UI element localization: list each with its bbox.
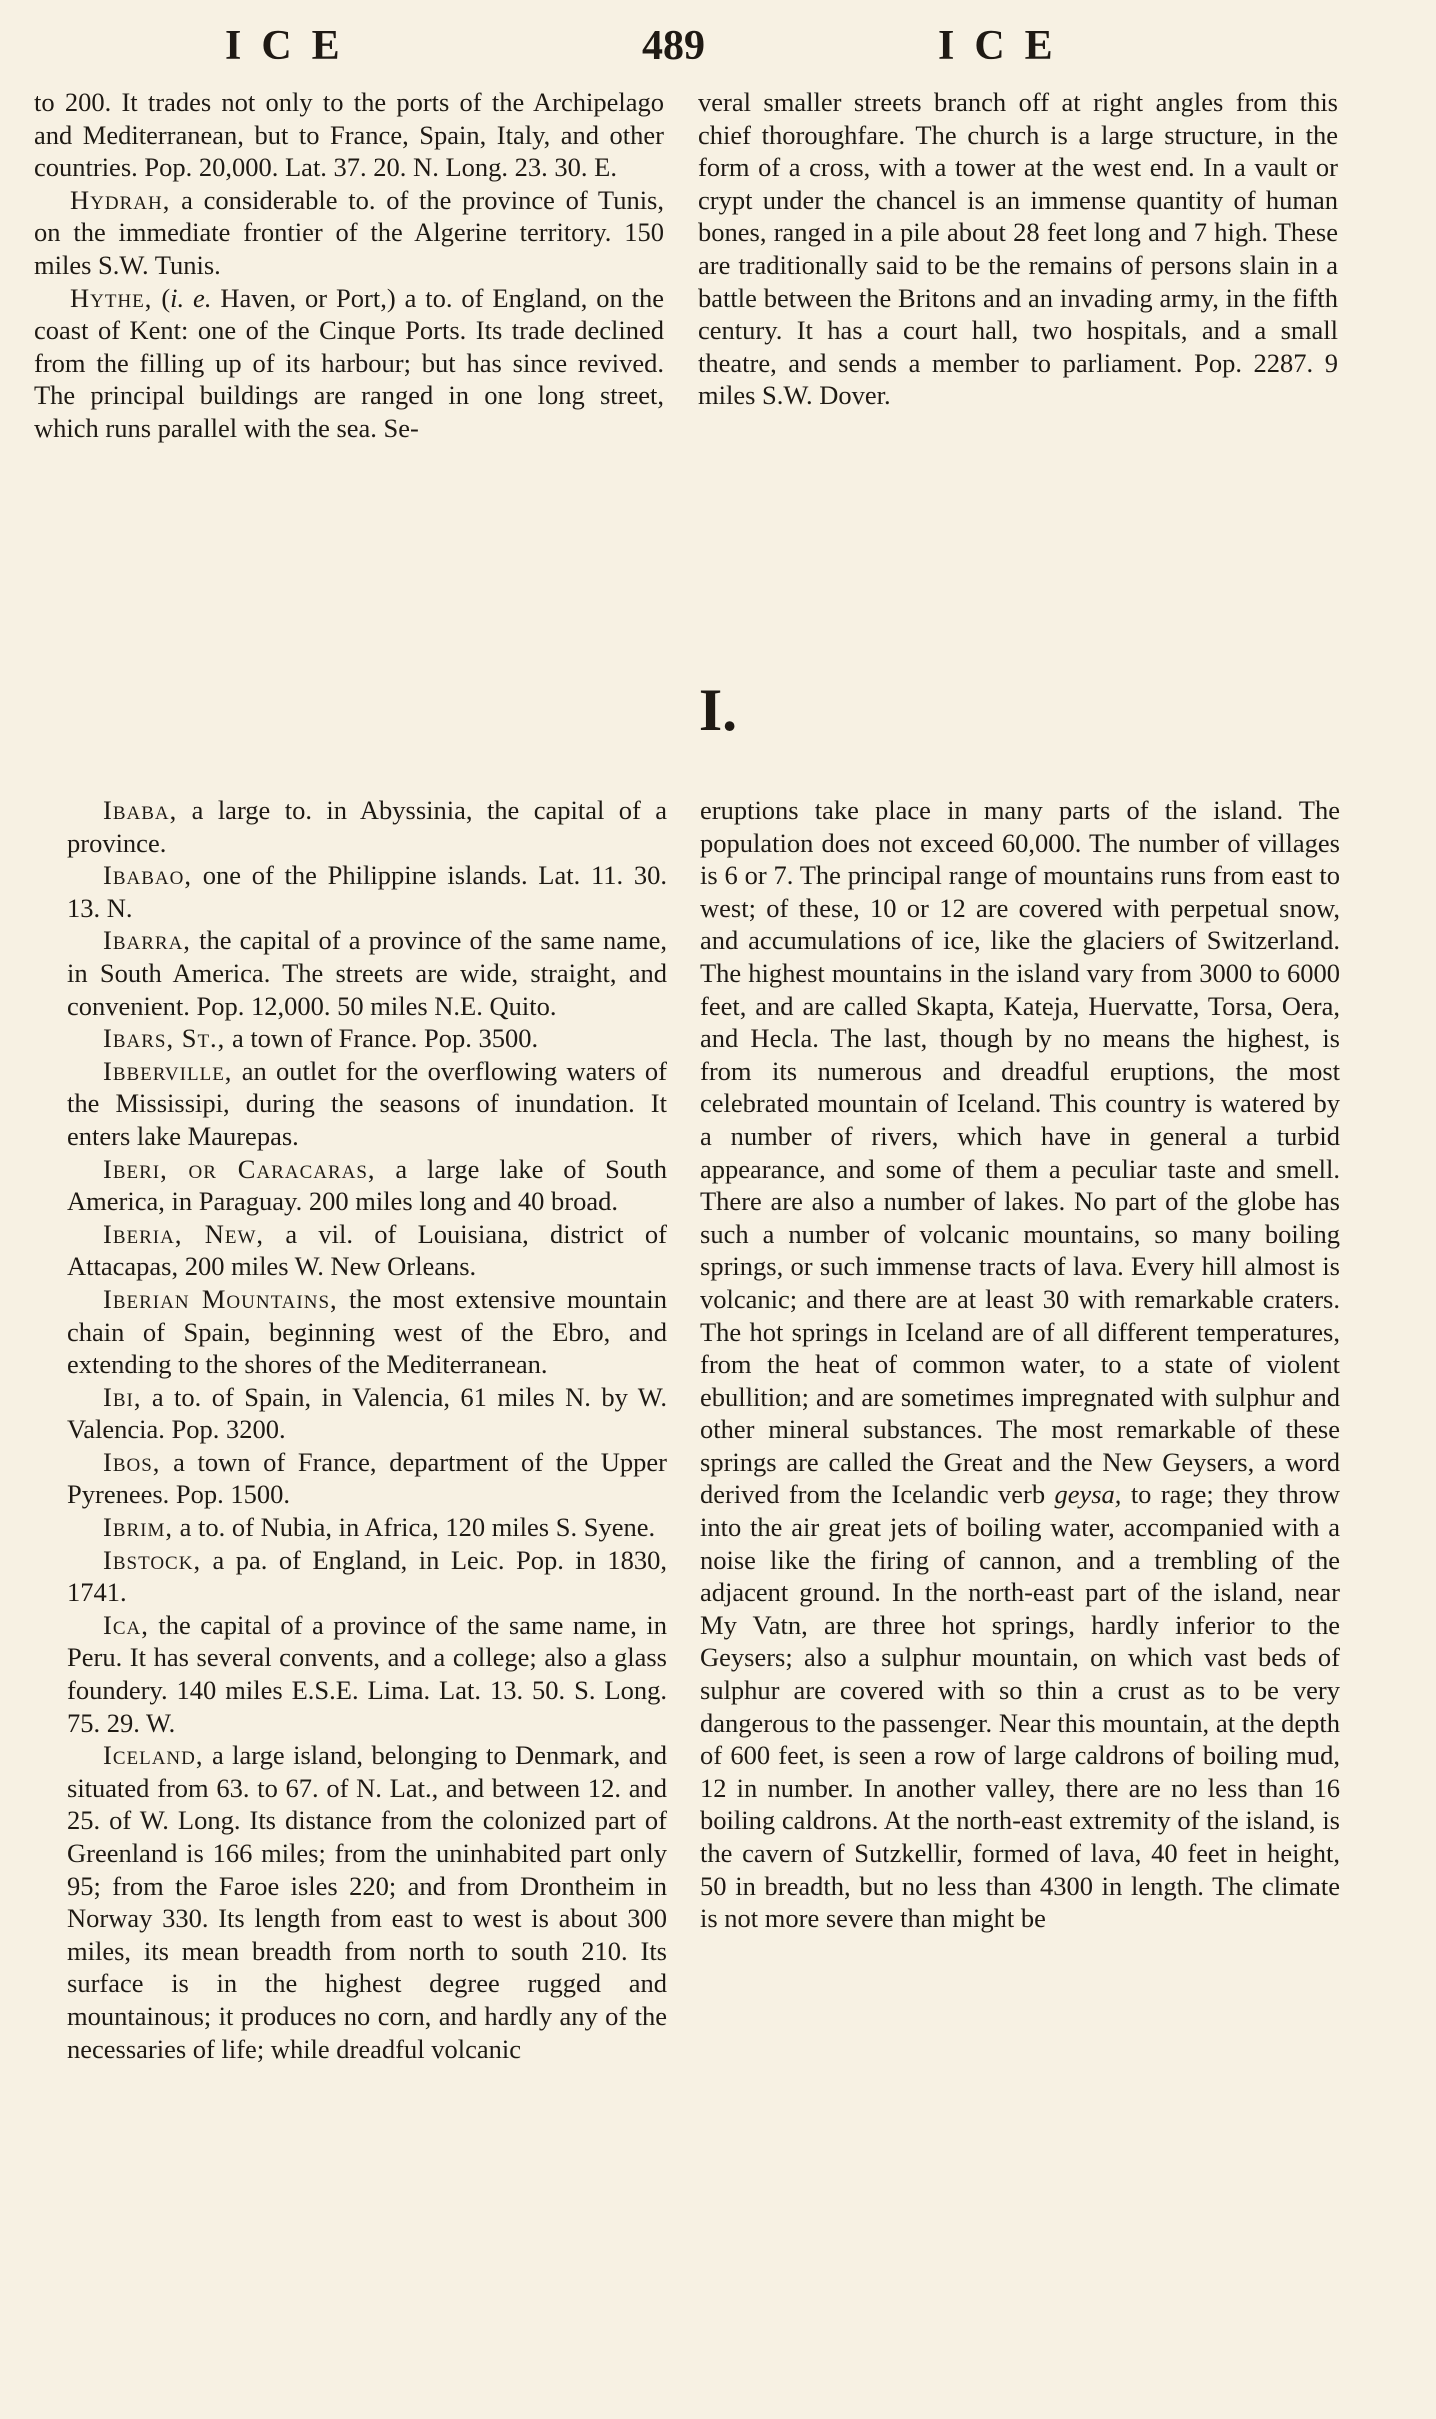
entry-iberi: Iberi, or Caracaras, a large lake of South America, in Paraguay. 200 miles long and 40 broad. (67, 1153, 667, 1217)
entry-headword: Ibi, (103, 1381, 142, 1412)
entry-ibstock: Ibstock, a pa. of England, in Leic. Pop. in 1830, 1741. (67, 1544, 667, 1608)
entry-headword: Hydrah, (70, 184, 171, 215)
page-number: 489 (642, 23, 705, 69)
entry-headword: Ibos, (103, 1446, 161, 1477)
entry-headword: Ibrim, (103, 1512, 174, 1543)
entry-headword: Iberian Mountains, (103, 1283, 338, 1314)
entry-iberian-mountains: Iberian Mountains, the most extensive mountain chain of Spain, beginning west of the Ebro, and extending to the shores of the Mediterranean. (67, 1283, 667, 1380)
entry-ibberville: Ibberville, an outlet for the overflowing waters of the Mississipi, during the seasons of inundation. It enters lake Maurepas. (67, 1055, 667, 1151)
bottom-left-column (67, 794, 667, 2065)
entry-ibaba: Ibaba, a large to. in Abyssinia, the capital of a province. (67, 795, 667, 858)
entry-headword: Ibaba, (103, 795, 178, 825)
entry-iberia: Iberia, New, a vil. of Louisiana, district of Attacapas, 200 miles W. New Orleans. (67, 1218, 667, 1282)
running-header (0, 22, 1436, 68)
entry-hydrah: Hydrah, a considerable to. of the province of Tunis, on the immediate frontier of the Algerine territory. 150 miles S.W. Tunis. (34, 184, 664, 280)
entry-ibi: Ibi, a to. of Spain, in Valencia, 61 miles N. by W. Valencia. Pop. 3200. (67, 1381, 667, 1445)
entry-headword: Iberia, New, (103, 1218, 265, 1249)
entry-ibos: Ibos, a town of France, department of the Upper Pyrenees. Pop. 1500. (67, 1446, 667, 1510)
entry-headword: Ibberville, (103, 1055, 233, 1086)
entry-ibabao: Ibabao, one of the Philippine islands. Lat. 11. 30. 13. N. (67, 860, 667, 923)
entry-ibrim: Ibrim, a to. of Nubia, in Africa, 120 miles S. Syene. (103, 1512, 656, 1543)
entry-headword: Ibstock, (103, 1544, 202, 1575)
entry-ica: Ica, the capital of a province of the same name, in Peru. It has several convents, and a college; also a glass foundery. 140 miles E.S.E. Lima. Lat. 13. 50. S. Long. 75. 29. W. (67, 1609, 667, 1738)
entry-hythe-continued: veral smaller streets branch off at right angles from this chief thoroughfare. The church is a large structure, in the form of a cross, with a tower at the west end. In a vault or crypt under the chancel is an immense quantity of human bones, ranged in a pile about 28 feet long and 7 high. These are traditionally said to be the remains of persons slain in a battle between the Britons and an invading army, in the fifth century. It has a court hall, two hospitals, and a small theatre, and sends a member to parliament. Pop. 2287. 9 miles S.W. Dover. (698, 87, 1338, 411)
entry-hythe: Hythe, (i. e. Haven, or Port,) a to. of England, on the coast of Kent: one of the Cinque Ports. Its trade declined from the filling up of its harbour; but has since revived. The principal buildings are ranged in one long street, which runs parallel with the sea. Se- (34, 282, 665, 443)
bottom-right-column (700, 794, 1340, 1935)
entry-iceland-continued: eruptions take place in many parts of the island. The population does not exceed 60,000. The number of villages is 6 or 7. The principal range of mountains runs from east to west; of these, 10 or 12 are covered with perpetual snow, and accumulations of ice, like the glaciers of Switzerland. The highest mountains in the island vary from 3000 to 6000 feet, and are called Skapta, Kateja, Huervatte, Torsa, Oera, and Hecla. The last, though by no means the highest, is from its numerous and dreadful eruptions, the most celebrated mountain of Iceland. This country is watered by a number of rivers, which have in general a turbid appearance, and some of them a peculiar taste and smell. There are also a number of lakes. No part of the globe has such a number of volcanic mountains, so many boiling springs, or such immense tracts of lava. Every hill almost is volcanic; and there are at least 30 with remarkable craters. The hot springs in Iceland are of all different temperatures, from the heat of common water, to a state of violent ebullition; and are sometimes impregnated with sulphur and other mineral substances. The most remarkable of these springs are called the Great and the New Geysers, a word derived from the Icelandic verb geysa, to rage; they throw into the air great jets of boiling water, accompanied with a noise like the firing of cannon, and a trembling of the adjacent ground. In the north-east part of the island, near My Vatn, are three hot springs, hardly inferior to the Geysers; also a sulphur mountain, on which vast beds of sulphur are covered with so thin a crust as to be very dangerous to the passenger. Near this mountain, at the depth of 600 feet, is seen a row of large caldrons of boiling mud, 12 in number. In another valley, there are no less than 16 boiling caldrons. At the north-east extremity of the island, is the cavern of Sutzkellir, formed of lava, 40 feet in height, 50 in breadth, but no less than 4300 in length. The climate is not more severe than might be (700, 795, 1340, 1934)
top-right-column (698, 86, 1338, 412)
entry-headword: Iceland, (103, 1740, 204, 1771)
header-right-word: ICE (938, 23, 1073, 69)
entry-ibarra: Ibarra, the capital of a province of the same name, in South America. The streets are wide, straight, and convenient. Pop. 12,000. 50 miles N.E. Quito. (67, 925, 667, 1021)
entry-headword: Ica, (103, 1609, 149, 1640)
entry-headword: Ibabao, (103, 860, 192, 891)
entry-headword: Iberi, or Caracaras, (103, 1153, 376, 1184)
section-letter: I. (698, 677, 738, 743)
top-left-column (34, 86, 664, 445)
entry-headword: Ibarra, (103, 925, 191, 956)
header-left-word: ICE (225, 23, 360, 69)
entry-continuation: to 200. It trades not only to the ports of the Archipelago and Mediterranean, but to France, Spain, Italy, and other countries. Pop. 20,000. Lat. 37. 20. N. Long. 23. 30. E. (34, 87, 664, 183)
entry-iceland: Iceland, a large island, belonging to Denmark, and situated from 63. to 67. of N. Lat., and between 12. and 25. of W. Long. Its distance from the colonized part of Greenland is 166 miles; from the uninhabited part only 95; from the Faroe isles 220; and from Drontheim in Norway 330. Its length from east to west is about 300 miles, its mean breadth from north to south 210. Its surface is in the highest degree rugged and mountainous; it produces no corn, and hardly any of the necessaries of life; while dreadful volcanic (67, 1740, 667, 2064)
entry-ibars: Ibars, St., a town of France. Pop. 3500. (103, 1023, 539, 1054)
entry-headword: Ibars, St., (103, 1023, 226, 1054)
entry-headword: Hythe, (70, 282, 153, 313)
